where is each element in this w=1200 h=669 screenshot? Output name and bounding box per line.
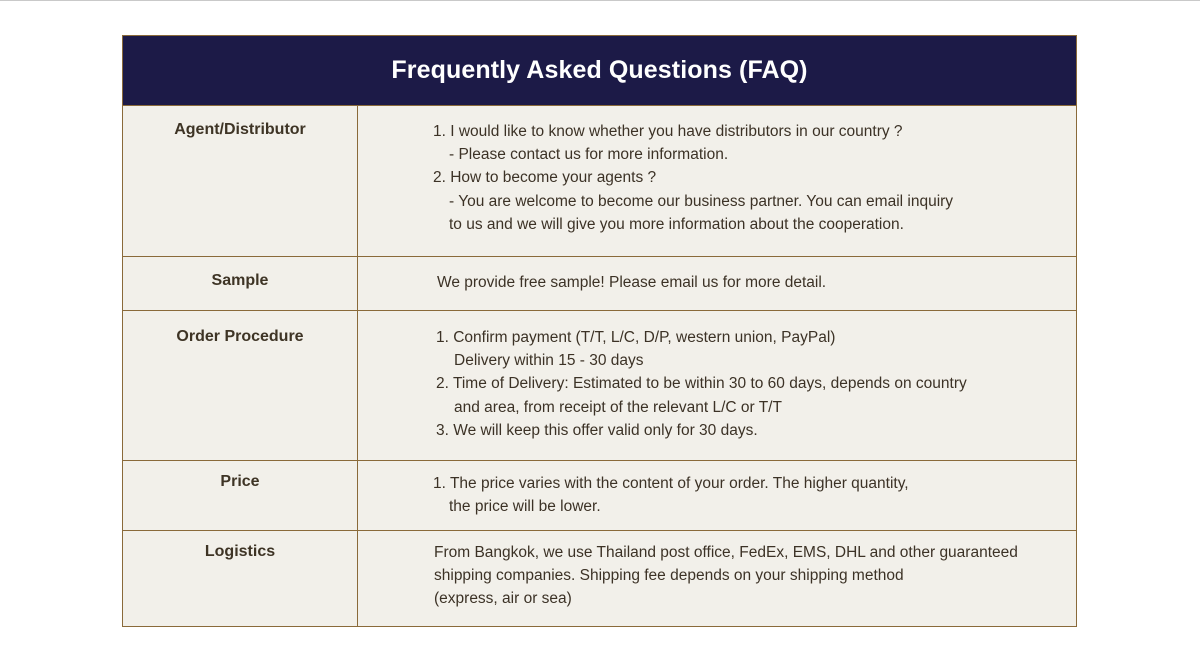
- faq-row-logistics: [123, 531, 1076, 626]
- top-divider: [0, 0, 1200, 1]
- answer-line: (express, air or sea): [434, 590, 572, 608]
- faq-row-agent-distributor: [123, 106, 1076, 257]
- answer-line: shipping companies. Shipping fee depends on your shipping method: [434, 567, 904, 585]
- faq-answer: [358, 257, 1076, 310]
- faq-question-label: Agent/Distributor: [123, 106, 358, 256]
- faq-row-price: [123, 461, 1076, 531]
- faq-question-label: Sample: [123, 257, 358, 310]
- answer-line: 3. We will keep this offer valid only for 30 days.: [436, 421, 758, 439]
- answer-line: the price will be lower.: [449, 498, 601, 516]
- faq-answer: [358, 531, 1076, 626]
- answer-line: - Please contact us for more information.: [449, 146, 729, 164]
- faq-row-order-procedure: [123, 311, 1076, 461]
- faq-answer: [358, 461, 1076, 530]
- faq-answer: [358, 311, 1076, 460]
- answer-line: to us and we will give you more information about the cooperation.: [449, 215, 904, 233]
- faq-title: Frequently Asked Questions (FAQ): [123, 36, 1076, 106]
- answer-line: From Bangkok, we use Thailand post office, FedEx, EMS, DHL and other guaranteed: [434, 544, 1018, 561]
- faq-answer: [358, 106, 1076, 256]
- faq-table: [122, 35, 1077, 627]
- answer-line: We provide free sample! Please email us for more detail.: [437, 274, 827, 291]
- answer-line: - You are welcome to become our business partner. You can email inquiry: [449, 192, 954, 210]
- faq-row-sample: [123, 257, 1076, 311]
- answer-line: 1. Confirm payment (T/T, L/C, D/P, western union, PayPal): [436, 329, 836, 346]
- faq-question-label: Order Procedure: [123, 311, 358, 460]
- faq-question-label: Price: [123, 461, 358, 530]
- answer-line: and area, from receipt of the relevant L/C or T/T: [454, 398, 782, 416]
- answer-line: Delivery within 15 - 30 days: [454, 352, 644, 370]
- answer-line: 2. Time of Delivery: Estimated to be within 30 to 60 days, depends on country: [436, 375, 967, 393]
- answer-line: 1. The price varies with the content of your order. The higher quantity,: [433, 475, 909, 492]
- answer-line: 1. I would like to know whether you have distributors in our country ?: [433, 123, 903, 140]
- answer-line: 2. How to become your agents ?: [433, 169, 657, 187]
- faq-question-label: Logistics: [123, 531, 358, 626]
